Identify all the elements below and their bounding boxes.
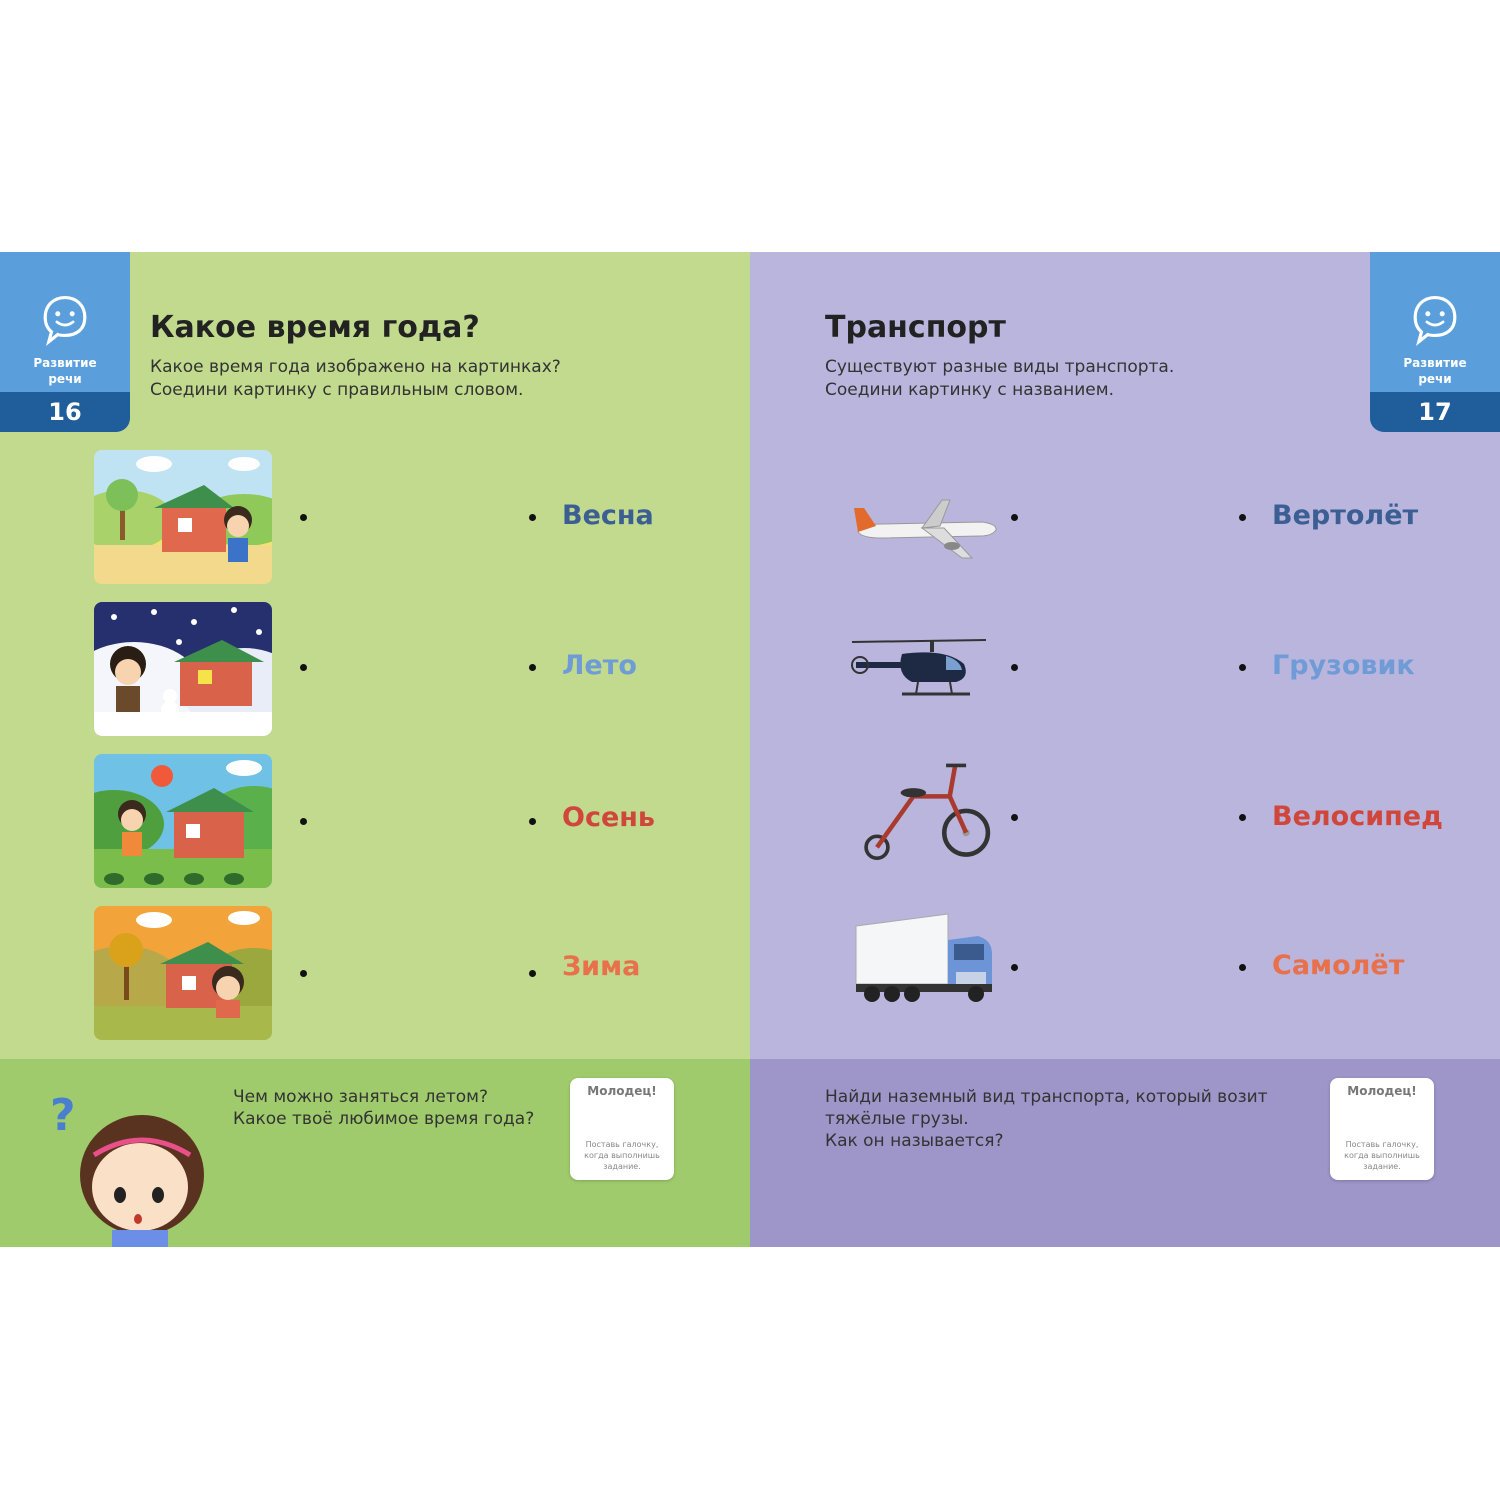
tricycle-image <box>852 760 1002 860</box>
badge-note: Поставь галочку, когда выполнишь задание. <box>584 1140 660 1171</box>
well-done-badge-right[interactable] <box>1330 1078 1434 1180</box>
badge-title: Молодец! <box>587 1084 657 1098</box>
transport-word-3: Велосипед <box>1272 801 1443 832</box>
match-dot-picture-3[interactable] <box>1011 814 1018 821</box>
transport-word-2: Грузовик <box>1272 650 1415 681</box>
match-dot-word-2[interactable] <box>1239 664 1246 671</box>
match-dot-word-4[interactable] <box>529 970 536 977</box>
autumn-scene <box>94 906 272 1040</box>
svg-text:?: ? <box>50 1090 76 1141</box>
transport-word-4: Самолёт <box>1272 950 1405 981</box>
page-title: Транспорт <box>825 310 1006 345</box>
spring-scene <box>94 450 272 584</box>
badge-title: Молодец! <box>1347 1084 1417 1098</box>
match-dot-word-3[interactable] <box>529 818 536 825</box>
girl-question-illustration <box>50 1085 210 1247</box>
page-instructions: Какое время года изображено на картинках? Соедини картинку с правильным словом. <box>150 357 561 400</box>
season-word-1: Весна <box>562 500 654 531</box>
match-dot-picture-1[interactable] <box>1011 514 1018 521</box>
season-word-4: Зима <box>562 951 641 982</box>
match-dot-word-1[interactable] <box>1239 514 1246 521</box>
transport-word-1: Вертолёт <box>1272 500 1419 531</box>
season-word-2: Лето <box>562 650 637 681</box>
footer-task-text: Найди наземный вид транспорта, который возит тяжёлые грузы. Как он называется? <box>825 1087 1268 1151</box>
speech-bubble-smile-icon <box>1408 294 1462 348</box>
page-instructions: Существуют разные виды транспорта. Соедини картинку с названием. <box>825 357 1175 400</box>
match-dot-word-4[interactable] <box>1239 964 1246 971</box>
book-spread <box>0 252 1500 1247</box>
match-dot-word-3[interactable] <box>1239 814 1246 821</box>
tab-section-label: Развитие речи <box>33 356 97 386</box>
page-number: 16 <box>0 392 130 432</box>
match-dot-word-2[interactable] <box>529 664 536 671</box>
airplane-image <box>852 480 1002 580</box>
match-dot-picture-1[interactable] <box>300 514 307 521</box>
match-dot-picture-2[interactable] <box>300 664 307 671</box>
page-number: 17 <box>1370 392 1500 432</box>
badge-note: Поставь галочку, когда выполнишь задание. <box>1344 1140 1420 1171</box>
match-dot-picture-3[interactable] <box>300 818 307 825</box>
speech-bubble-smile-icon <box>38 294 92 348</box>
season-word-3: Осень <box>562 802 655 833</box>
summer-scene <box>94 754 272 888</box>
footer-question-text: Чем можно заняться летом? Какое твоё любимое время года? <box>233 1087 535 1129</box>
winter-scene <box>94 602 272 736</box>
match-dot-picture-2[interactable] <box>1011 664 1018 671</box>
section-tab-left <box>0 252 130 432</box>
match-dot-picture-4[interactable] <box>300 970 307 977</box>
right-page <box>750 252 1500 1247</box>
well-done-badge-left[interactable] <box>570 1078 674 1180</box>
left-page <box>0 252 750 1247</box>
tab-section-label: Развитие речи <box>1403 356 1467 386</box>
page-title: Какое время года? <box>150 310 480 345</box>
section-tab-right <box>1370 252 1500 432</box>
truck-image <box>852 910 1002 1010</box>
match-dot-word-1[interactable] <box>529 514 536 521</box>
helicopter-image <box>846 624 996 724</box>
match-dot-picture-4[interactable] <box>1011 964 1018 971</box>
